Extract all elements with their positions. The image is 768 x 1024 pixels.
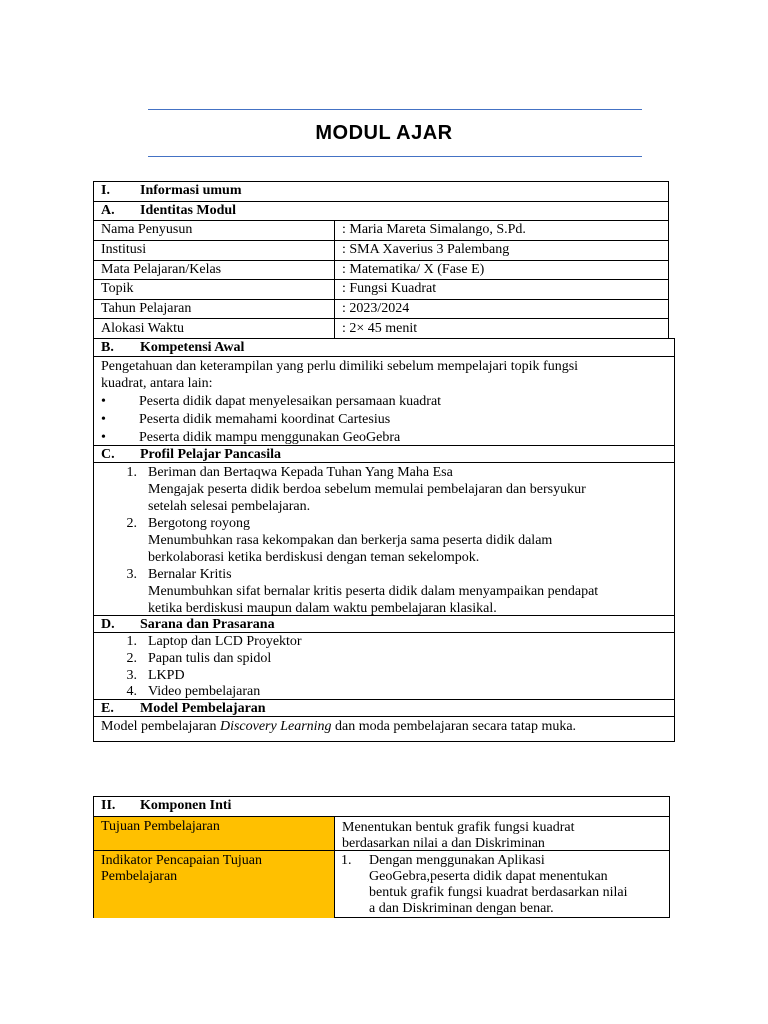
subsection-number: D. (101, 617, 115, 632)
list-item-title: Beriman dan Bertaqwa Kepada Tuhan Yang Maha Esa (148, 465, 453, 480)
model-text (101, 719, 576, 735)
kompetensi-intro-line1: Pengetahuan dan keterampilan yang perlu dimiliki sebelum mempelajari topik fungsi (101, 359, 579, 374)
model-text-emphasis: Discovery Learning (219, 719, 332, 734)
profil-body (94, 462, 674, 616)
list-item: LKPD (148, 668, 185, 683)
section-number: I. (101, 183, 110, 198)
list-item-desc: Menumbuhkan rasa kekompakan dan berkerja sama peserta didik dalam (148, 533, 553, 548)
sarana-body (94, 632, 674, 700)
subsection-label: Kompetensi Awal (140, 340, 245, 355)
list-number: 3. (126, 567, 137, 582)
bullet-icon: • (101, 412, 106, 427)
list-item: Peserta didik dapat menyelesaikan persamaan kuadrat (139, 394, 442, 409)
indikator-key-line2: Pembelajaran (101, 869, 178, 884)
row-value: : Maria Mareta Simalango, S.Pd. (334, 221, 668, 241)
table-row (94, 318, 668, 338)
table-row-indikator (94, 850, 669, 917)
bullet-icon: • (101, 394, 106, 409)
list-item: Video pembelajaran (148, 684, 261, 699)
list-number: 1. (126, 634, 137, 649)
indikator-key (94, 851, 334, 918)
list-number: 1. (341, 853, 352, 868)
section-header-komponen (94, 797, 669, 817)
indikator-line: Dengan menggunakan Aplikasi (369, 853, 545, 868)
tujuan-key: Tujuan Pembelajaran (94, 817, 334, 850)
subsection-header-profil (94, 445, 674, 463)
tujuan-value-line2: berdasarkan nilai a dan Diskriminan (342, 836, 545, 851)
indikator-line: GeoGebra,peserta didik dapat menentukan (369, 869, 608, 884)
subsection-number: A. (101, 203, 115, 218)
list-number: 2. (126, 651, 137, 666)
kompetensi-table (93, 338, 675, 742)
list-item-desc: ketika berdiskusi maupun dalam waktu pembelajaran klasikal. (148, 601, 497, 616)
komponen-inti-table (93, 796, 670, 918)
row-value: : 2023/2024 (334, 300, 668, 320)
row-key: Topik (101, 281, 134, 296)
kompetensi-body (94, 356, 674, 446)
section-label: Informasi umum (140, 183, 242, 198)
model-body (94, 716, 674, 741)
list-item: Peserta didik memahami koordinat Cartesius (139, 412, 391, 427)
table-row (94, 220, 668, 240)
table-row-tujuan (94, 816, 669, 850)
model-text-before: Model pembelajaran (101, 719, 220, 734)
row-value: : SMA Xaverius 3 Palembang (334, 241, 668, 261)
subsection-header-sarana (94, 615, 674, 633)
model-text-after: dan moda pembelajaran secara tatap muka. (331, 719, 577, 734)
tujuan-value-line1: Menentukan bentuk grafik fungsi kuadrat (342, 820, 575, 835)
subsection-label: Model Pembelajaran (140, 701, 266, 716)
list-item-desc: Mengajak peserta didik berdoa sebelum memulai pembelajaran dan bersyukur (148, 482, 586, 497)
indikator-line: a dan Diskriminan dengan benar. (369, 901, 554, 916)
list-item-title: Bernalar Kritis (148, 567, 232, 582)
top-rule (148, 109, 642, 110)
subsection-label: Profil Pelajar Pancasila (140, 447, 282, 462)
list-number: 1. (126, 465, 137, 480)
table-row (94, 299, 668, 319)
list-item: Peserta didik mampu menggunakan GeoGebra (139, 430, 401, 445)
list-item-desc: berkolaborasi ketika berdiskusi dengan teman sekelompok. (148, 550, 480, 565)
tujuan-value (334, 817, 669, 851)
row-key: Institusi (101, 242, 147, 257)
subsection-header-model (94, 699, 674, 717)
row-value: : Matematika/ X (Fase E) (334, 261, 668, 281)
title-rule (148, 156, 642, 157)
page-title: MODUL AJAR (315, 122, 453, 144)
list-item: Papan tulis dan spidol (148, 651, 272, 666)
list-item: Laptop dan LCD Proyektor (148, 634, 302, 649)
indikator-key-line1: Indikator Pencapaian Tujuan (101, 853, 262, 868)
table-row (94, 279, 668, 299)
subsection-label: Sarana dan Prasarana (140, 617, 275, 632)
list-item-desc: Menumbuhkan sifat bernalar kritis peserta didik dalam menyampaikan pendapat (148, 584, 599, 599)
subsection-label: Identitas Modul (140, 203, 237, 218)
kompetensi-intro-line2: kuadrat, antara lain: (101, 376, 213, 391)
row-value: : 2× 45 menit (334, 319, 668, 339)
list-number: 2. (126, 516, 137, 531)
list-number: 3. (126, 668, 137, 683)
section-header-informasi (94, 182, 668, 202)
subsection-number: C. (101, 447, 115, 462)
subsection-number: E. (101, 701, 114, 716)
section-number: II. (101, 798, 116, 813)
bullet-icon: • (101, 430, 106, 445)
row-key: Tahun Pelajaran (101, 301, 192, 316)
list-item-desc: setelah selesai pembelajaran. (148, 499, 311, 514)
subsection-header-identitas (94, 201, 668, 221)
section-label: Komponen Inti (140, 798, 232, 813)
identitas-table (93, 181, 669, 339)
row-key: Alokasi Waktu (101, 321, 184, 336)
subsection-number: B. (101, 340, 114, 355)
subsection-header-kompetensi (94, 339, 674, 357)
indikator-value (334, 851, 669, 918)
row-value: : Fungsi Kuadrat (334, 280, 668, 300)
row-key: Nama Penyusun (101, 222, 193, 237)
row-key: Mata Pelajaran/Kelas (101, 262, 222, 277)
table-row (94, 240, 668, 260)
list-number: 4. (126, 684, 137, 699)
indikator-line: bentuk grafik fungsi kuadrat berdasarkan nilai (369, 885, 628, 900)
table-row (94, 260, 668, 280)
list-item-title: Bergotong royong (148, 516, 251, 531)
